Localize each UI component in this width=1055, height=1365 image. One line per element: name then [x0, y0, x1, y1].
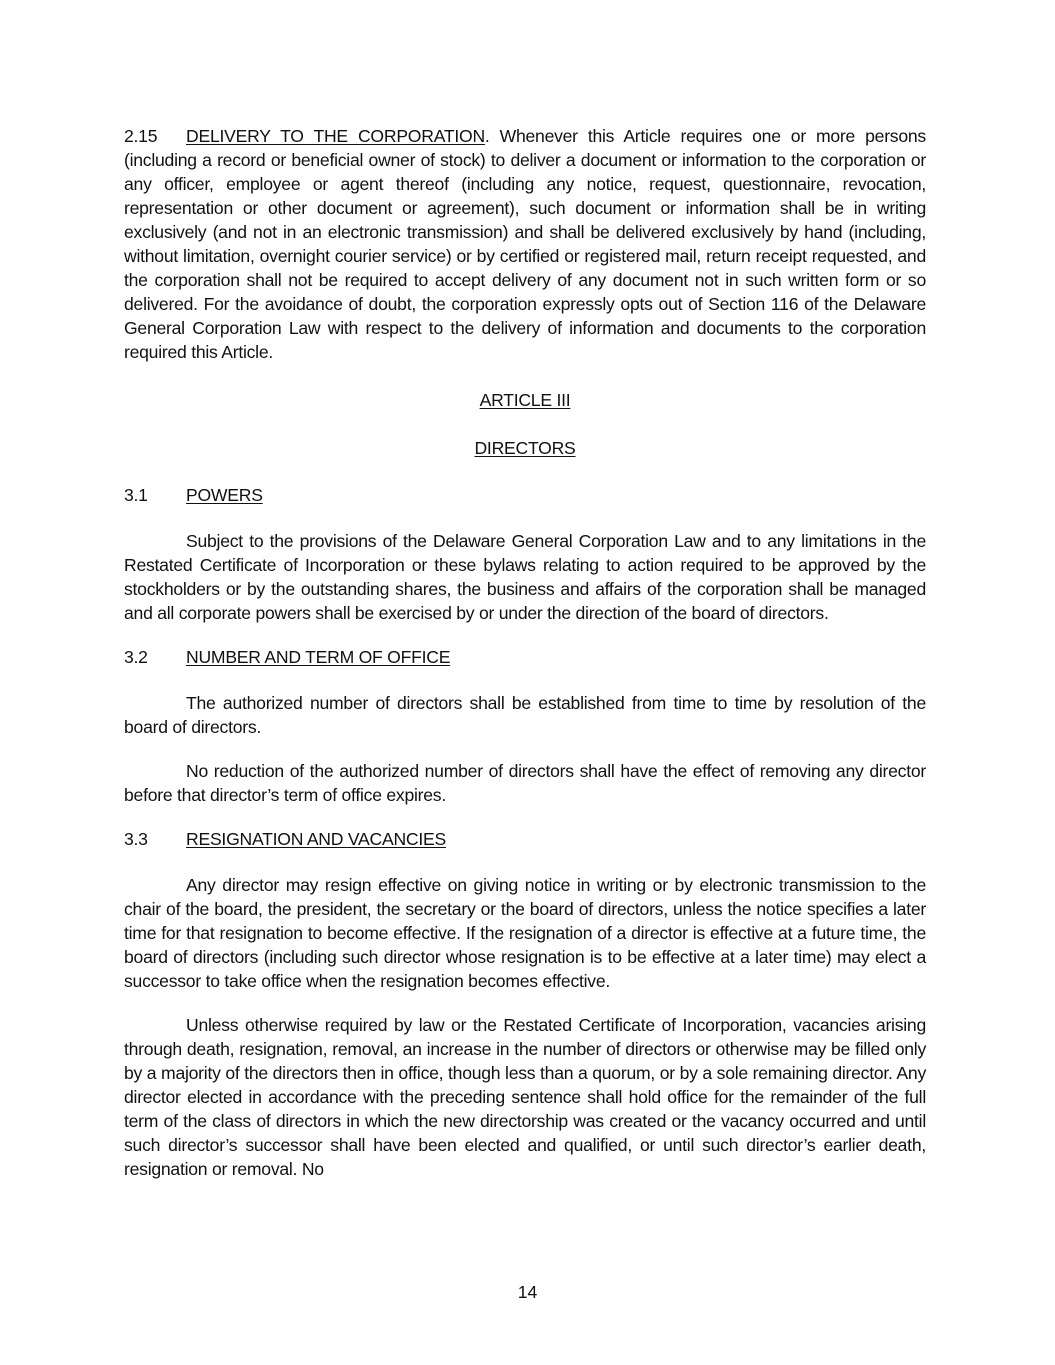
section-3-2-paragraph: The authorized number of directors shall be established from time to time by resolution of the board of directors. — [124, 693, 926, 737]
section-3-3-paragraph: Unless otherwise required by law or the Restated Certificate of Incorporation, vacancies arising through death, resignation, removal, an increase in the number of directors or otherwise may be filled only by a majority of the directors then in office, though less than a quorum, or by a sole remaining director. Any director elected in accordance with the preceding sentence shall hold office for the remainder of the full term of the class of directors in which the new directorship was created or the vacancy occurred and until such director’s successor shall have been elected and qualified, or until such director’s earlier death, resignation or removal. No — [124, 1015, 926, 1179]
section-3-2-heading: 3.2 NUMBER AND TERM OF OFFICE — [124, 647, 451, 667]
document-page — [124, 124, 926, 1201]
section-3-3-heading: 3.3 RESIGNATION AND VACANCIES — [124, 829, 446, 849]
section-3-1-paragraph: Subject to the provisions of the Delaware General Corporation Law and to any limitations in the Restated Certificate of Incorporation or these bylaws relating to action required to be approved by the stockholders or by the outstanding shares, the business and affairs of the corporation shall be managed and all corporate powers shall be exercised by or under the direction of the board of directors. — [124, 531, 926, 623]
article-title: ARTICLE III — [479, 390, 571, 410]
section-2-15 — [124, 124, 926, 364]
section-3-3-paragraph: Any director may resign effective on giving notice in writing or by electronic transmission to the chair of the board, the president, the secretary or the board of directors, unless the notice specifies a later time for that resignation to become effective. If the resignation of a director is effective at a future time, the board of directors (including such director whose resignation is to be effective at a later time) may elect a successor to take office when the resignation becomes effective. — [124, 875, 926, 991]
section-3-2-paragraph: No reduction of the authorized number of directors shall have the effect of removing any director before that director’s term of office expires. — [124, 761, 926, 805]
section-number: 2.15 — [124, 126, 158, 146]
section-body: . Whenever this Article requires one or more persons (including a record or beneficial owner of stock) to deliver a document or information to the corporation or any officer, employee or agent thereof (including any notice, request, questionnaire, revocation, representation or other document or agreement), such document or information shall be in writing exclusively (and not in an electronic transmission) and shall be delivered exclusively by hand (including, without limitation, overnight courier service) or by certified or registered mail, return receipt requested, and the corporation shall not be required to accept delivery of any document not in such written form or so delivered. For the avoidance of doubt, the corporation expressly opts out of Section 116 of the Delaware General Corporation Law with respect to the delivery of information and documents to the corporation required this Article. — [124, 126, 926, 362]
section-title: DELIVERY TO THE CORPORATION — [186, 126, 485, 146]
article-subtitle: DIRECTORS — [474, 438, 576, 458]
page-number: 14 — [517, 1282, 538, 1302]
section-3-1-heading: 3.1 POWERS — [124, 485, 263, 505]
